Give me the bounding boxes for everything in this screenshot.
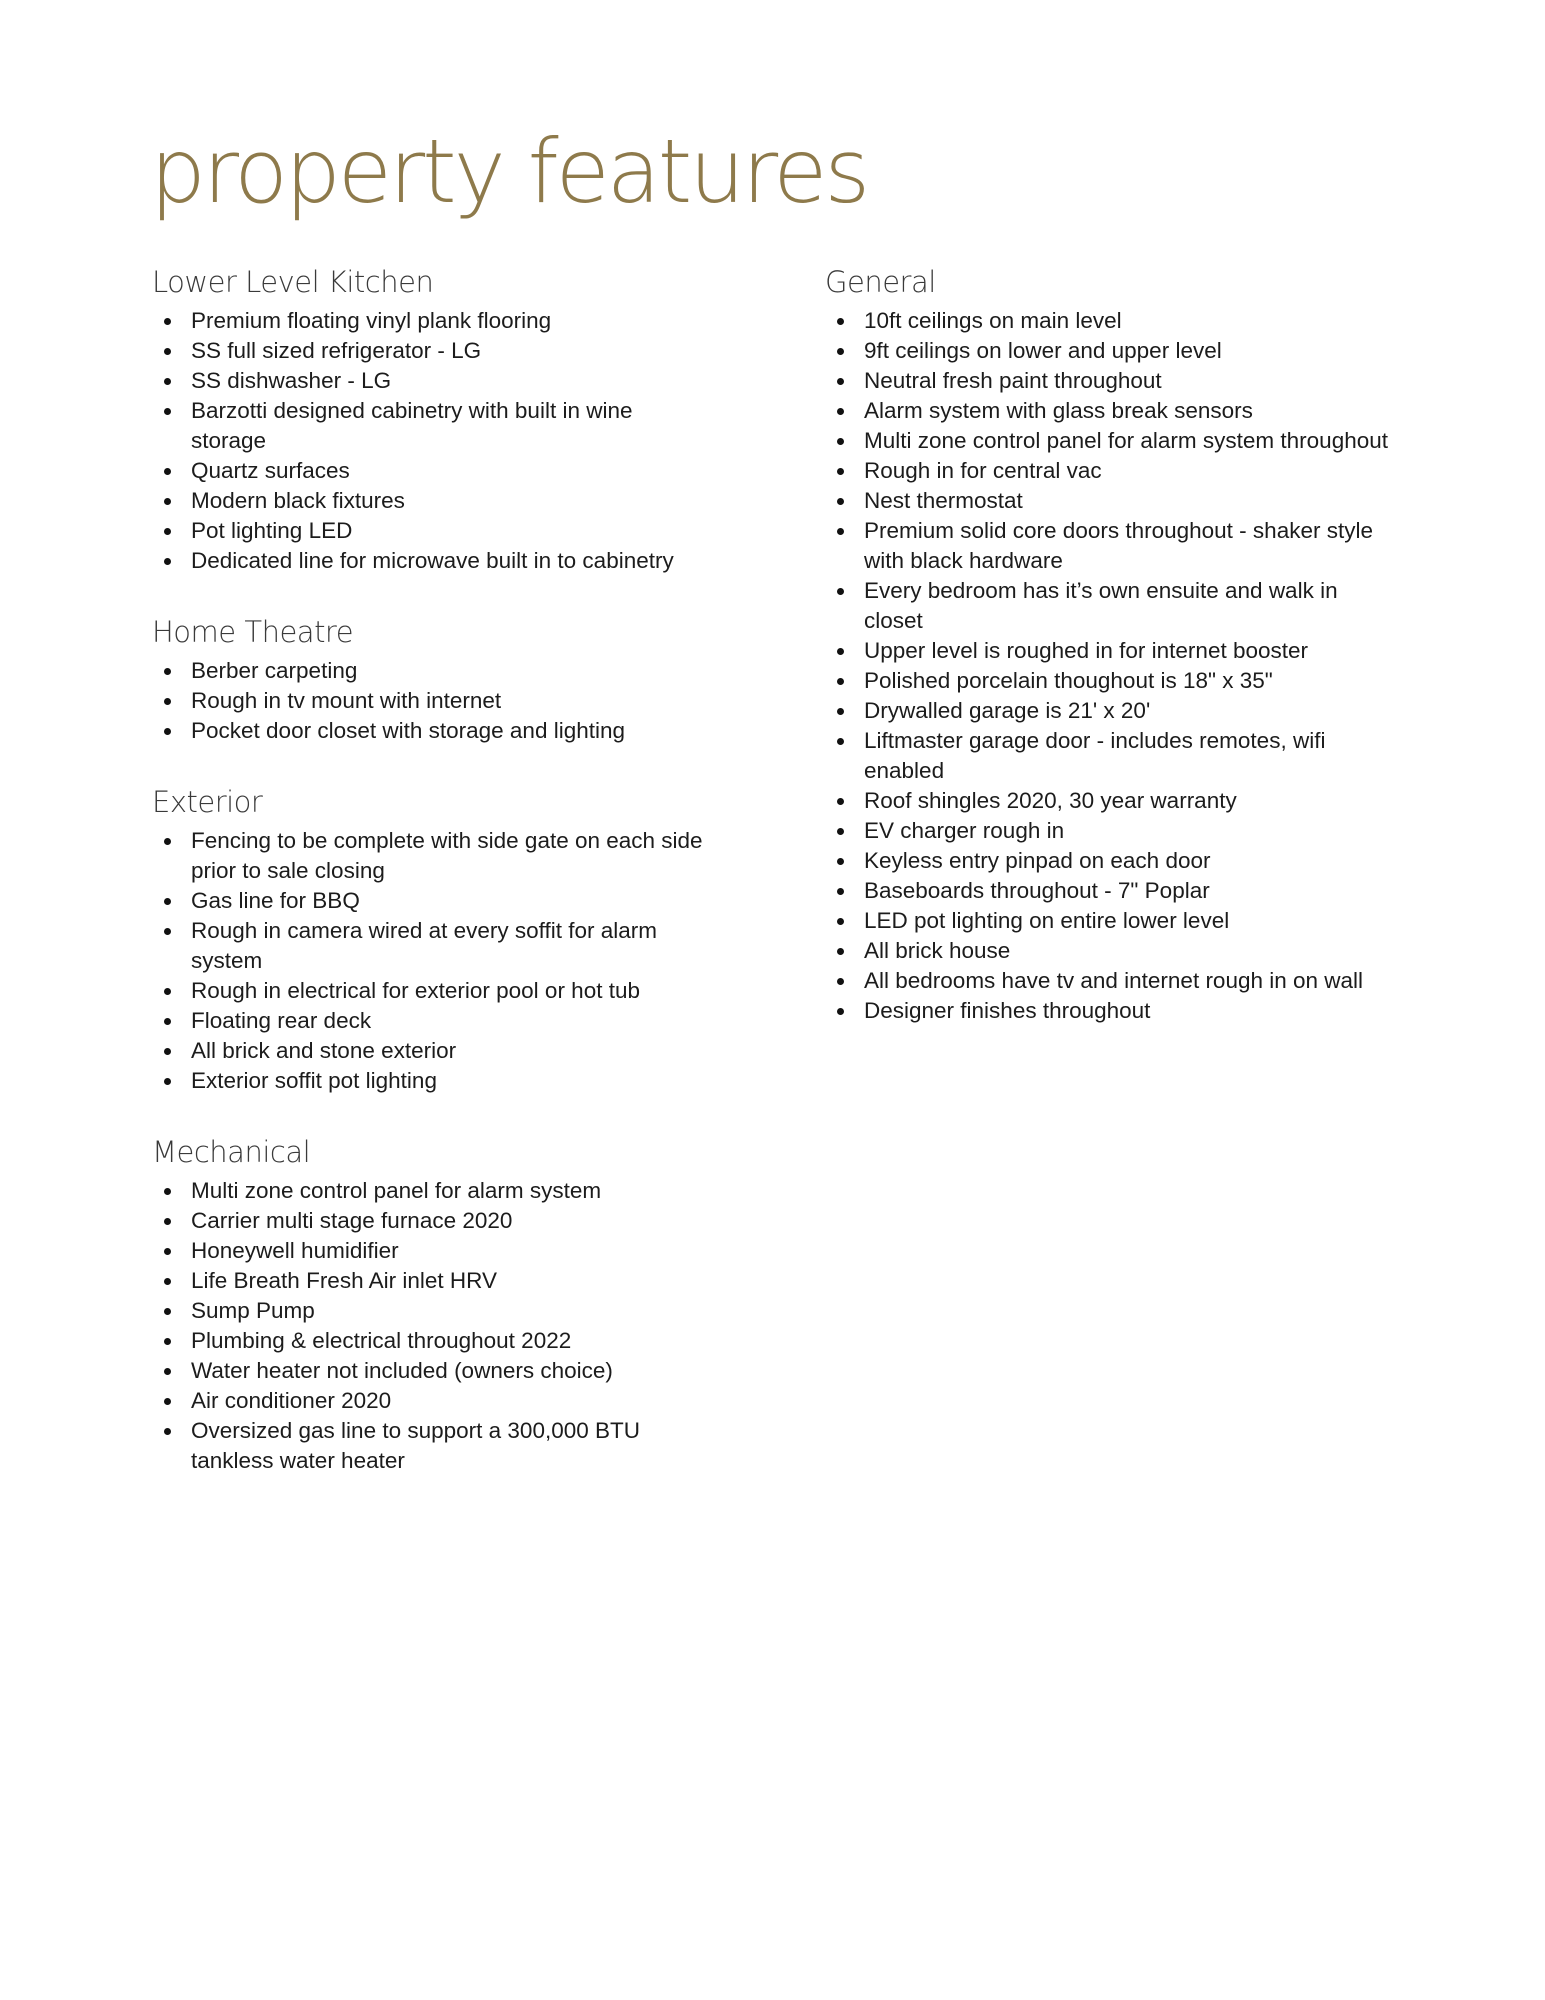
list-item: Carrier multi stage furnace 2020: [152, 1206, 712, 1236]
section-heading: Exterior: [152, 785, 263, 819]
list-item: Nest thermostat: [825, 486, 1395, 516]
list-item: Modern black fixtures: [152, 486, 712, 516]
list-item: Multi zone control panel for alarm system: [152, 1176, 712, 1206]
list-item: Fencing to be complete with side gate on each side prior to sale closing: [152, 826, 712, 886]
list-item: Roof shingles 2020, 30 year warranty: [825, 786, 1395, 816]
list-item: All bedrooms have tv and internet rough in on wall: [825, 966, 1395, 996]
list-item: LED pot lighting on entire lower level: [825, 906, 1395, 936]
list-item: Honeywell humidifier: [152, 1236, 712, 1266]
list-item: Every bedroom has it’s own ensuite and walk in closet: [825, 576, 1395, 636]
list-item: Baseboards throughout - 7" Poplar: [825, 876, 1395, 906]
list-item: Pot lighting LED: [152, 516, 712, 546]
list-item: Exterior soffit pot lighting: [152, 1066, 712, 1096]
list-item: EV charger rough in: [825, 816, 1395, 846]
feature-list: [825, 306, 1395, 1026]
list-item: 9ft ceilings on lower and upper level: [825, 336, 1395, 366]
list-item: Quartz surfaces: [152, 456, 712, 486]
list-item: Liftmaster garage door - includes remotes, wifi enabled: [825, 726, 1395, 786]
feature-list: [152, 826, 712, 1096]
section-general: [825, 262, 1395, 1026]
left-column: [152, 262, 712, 1512]
list-item: Gas line for BBQ: [152, 886, 712, 916]
list-item: Premium solid core doors throughout - shaker style with black hardware: [825, 516, 1395, 576]
section-heading: Mechanical: [152, 1135, 311, 1169]
list-item: 10ft ceilings on main level: [825, 306, 1395, 336]
list-item: Sump Pump: [152, 1296, 712, 1326]
list-item: Berber carpeting: [152, 656, 712, 686]
list-item: Oversized gas line to support a 300,000 BTU tankless water heater: [152, 1416, 712, 1476]
list-item: Water heater not included (owners choice): [152, 1356, 712, 1386]
list-item: Plumbing & electrical throughout 2022: [152, 1326, 712, 1356]
section-heading: Home Theatre: [152, 615, 354, 649]
feature-list: [152, 1176, 712, 1476]
list-item: Keyless entry pinpad on each door: [825, 846, 1395, 876]
list-item: Multi zone control panel for alarm system throughout: [825, 426, 1395, 456]
list-item: Polished porcelain thoughout is 18" x 35": [825, 666, 1395, 696]
list-item: Designer finishes throughout: [825, 996, 1395, 1026]
list-item: Premium floating vinyl plank flooring: [152, 306, 712, 336]
list-item: Air conditioner 2020: [152, 1386, 712, 1416]
list-item: All brick and stone exterior: [152, 1036, 712, 1066]
list-item: Drywalled garage is 21' x 20': [825, 696, 1395, 726]
list-item: SS full sized refrigerator - LG: [152, 336, 712, 366]
section-exterior: [152, 782, 712, 1096]
page-title: property features: [150, 120, 868, 223]
list-item: All brick house: [825, 936, 1395, 966]
right-column: [825, 262, 1395, 1062]
section-mechanical: [152, 1132, 712, 1476]
list-item: Rough in electrical for exterior pool or hot tub: [152, 976, 712, 1006]
feature-list: [152, 656, 712, 746]
feature-list: [152, 306, 712, 576]
list-item: Rough in camera wired at every soffit for alarm system: [152, 916, 712, 976]
list-item: Barzotti designed cabinetry with built in wine storage: [152, 396, 712, 456]
list-item: Life Breath Fresh Air inlet HRV: [152, 1266, 712, 1296]
list-item: Alarm system with glass break sensors: [825, 396, 1395, 426]
list-item: Floating rear deck: [152, 1006, 712, 1036]
list-item: Rough in tv mount with internet: [152, 686, 712, 716]
section-heading: Lower Level Kitchen: [152, 265, 434, 299]
list-item: Pocket door closet with storage and lighting: [152, 716, 712, 746]
list-item: Neutral fresh paint throughout: [825, 366, 1395, 396]
section-heading: General: [825, 265, 936, 299]
list-item: Dedicated line for microwave built in to cabinetry: [152, 546, 712, 576]
list-item: Rough in for central vac: [825, 456, 1395, 486]
section-home-theatre: [152, 612, 712, 746]
section-lower-level-kitchen: [152, 262, 712, 576]
list-item: SS dishwasher - LG: [152, 366, 712, 396]
list-item: Upper level is roughed in for internet booster: [825, 636, 1395, 666]
